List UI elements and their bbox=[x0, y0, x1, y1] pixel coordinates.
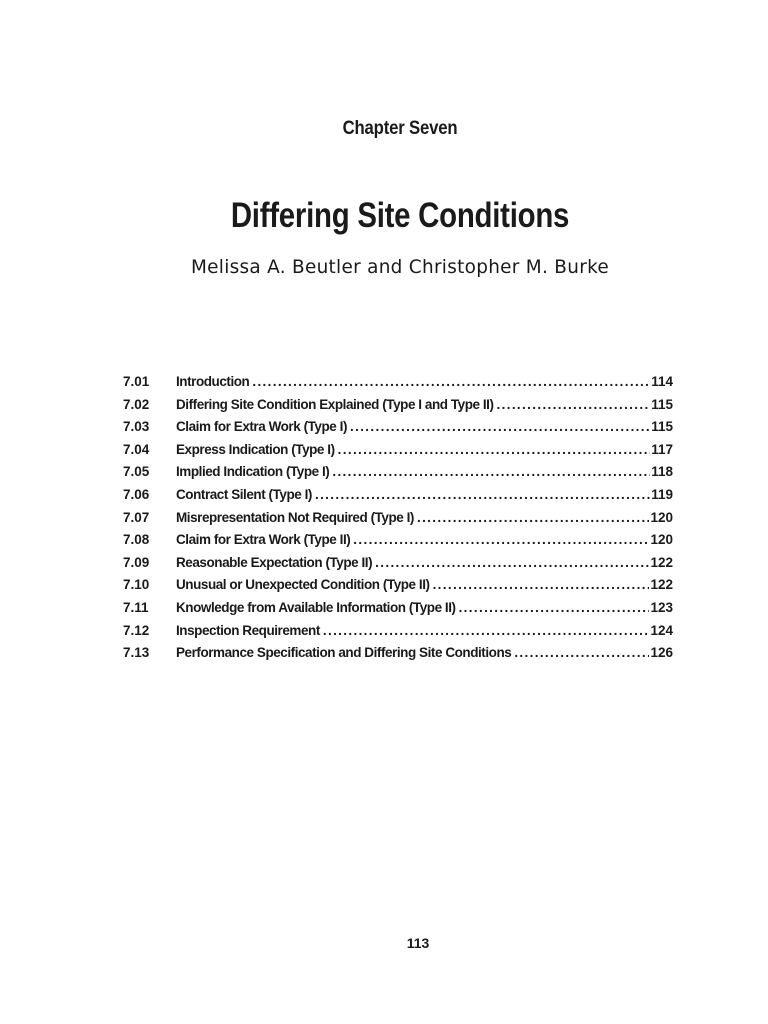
toc-dot-leader bbox=[350, 416, 650, 439]
chapter-label: Chapter Seven bbox=[342, 118, 458, 139]
toc-section-title: Reasonable Expectation (Type II) bbox=[176, 554, 373, 570]
toc-page-number: 119 bbox=[651, 486, 673, 502]
toc-dot-leader bbox=[514, 642, 649, 665]
toc-section-title: Express Indication (Type I) bbox=[176, 441, 335, 457]
toc-page-number: 124 bbox=[650, 622, 673, 638]
toc-page-number: 122 bbox=[650, 577, 673, 593]
toc-dot-leader bbox=[459, 597, 650, 620]
table-of-contents bbox=[123, 371, 673, 665]
toc-row bbox=[123, 461, 673, 484]
toc-dot-leader bbox=[338, 439, 651, 462]
toc-row bbox=[123, 484, 673, 507]
toc-section-title: Unusual or Unexpected Condition (Type II) bbox=[176, 577, 430, 593]
toc-page-number: 122 bbox=[650, 554, 673, 570]
toc-dot-leader bbox=[375, 552, 649, 575]
toc-section-number: 7.11 bbox=[123, 599, 149, 615]
toc-section-number: 7.07 bbox=[123, 509, 150, 525]
toc-section-number: 7.10 bbox=[123, 577, 150, 593]
toc-dot-leader bbox=[433, 574, 650, 597]
toc-page-number: 117 bbox=[651, 441, 673, 457]
toc-dot-leader bbox=[252, 371, 650, 394]
toc-section-title: Performance Specification and Differing Site Conditions bbox=[176, 645, 512, 661]
toc-section-number: 7.08 bbox=[123, 532, 150, 548]
toc-section-title: Differing Site Condition Explained (Type I and Type II) bbox=[176, 396, 494, 412]
toc-section-title: Introduction bbox=[176, 374, 250, 389]
toc-row bbox=[123, 574, 673, 597]
toc-section-number: 7.12 bbox=[123, 622, 150, 638]
toc-page-number: 118 bbox=[651, 464, 673, 480]
toc-section-number: 7.04 bbox=[123, 441, 150, 457]
toc-row bbox=[123, 552, 673, 575]
toc-row bbox=[123, 597, 673, 620]
toc-section-number: 7.05 bbox=[123, 464, 150, 480]
toc-page-number: 115 bbox=[651, 419, 673, 435]
toc-row bbox=[123, 394, 673, 417]
toc-dot-leader bbox=[353, 529, 649, 552]
toc-section-number: 7.03 bbox=[123, 419, 150, 435]
toc-dot-leader bbox=[315, 484, 650, 507]
toc-row bbox=[123, 529, 673, 552]
toc-section-title: Knowledge from Available Information (Type II) bbox=[176, 599, 456, 615]
toc-dot-leader bbox=[332, 461, 650, 484]
toc-section-title: Implied Indication (Type I) bbox=[176, 464, 330, 480]
toc-dot-leader bbox=[497, 394, 651, 417]
toc-row bbox=[123, 439, 673, 462]
page-number: 113 bbox=[406, 935, 430, 951]
toc-section-title: Claim for Extra Work (Type II) bbox=[176, 532, 351, 548]
toc-section-number: 7.01 bbox=[123, 374, 150, 389]
toc-page-number: 114 bbox=[651, 374, 673, 389]
toc-dot-leader bbox=[417, 507, 649, 530]
toc-section-title: Misrepresentation Not Required (Type I) bbox=[176, 509, 414, 525]
toc-dot-leader bbox=[323, 620, 650, 643]
toc-row bbox=[123, 371, 673, 394]
toc-section-title: Contract Silent (Type I) bbox=[176, 486, 312, 502]
toc-page-number: 120 bbox=[650, 532, 673, 548]
toc-section-title: Inspection Requirement bbox=[176, 622, 320, 638]
chapter-title: Differing Site Conditions bbox=[230, 196, 570, 235]
toc-section-number: 7.09 bbox=[123, 554, 150, 570]
toc-row bbox=[123, 416, 673, 439]
toc-row bbox=[123, 642, 673, 665]
toc-page-number: 115 bbox=[651, 396, 673, 412]
toc-section-number: 7.02 bbox=[123, 396, 150, 412]
toc-page-number: 126 bbox=[650, 645, 673, 661]
toc-row bbox=[123, 620, 673, 643]
chapter-authors: Melissa A. Beutler and Christopher M. Burke bbox=[190, 256, 610, 278]
toc-page-number: 123 bbox=[650, 599, 673, 615]
toc-section-number: 7.06 bbox=[123, 486, 150, 502]
toc-row bbox=[123, 507, 673, 530]
toc-page-number: 120 bbox=[650, 509, 673, 525]
toc-section-title: Claim for Extra Work (Type I) bbox=[176, 419, 347, 435]
toc-section-number: 7.13 bbox=[123, 645, 150, 661]
